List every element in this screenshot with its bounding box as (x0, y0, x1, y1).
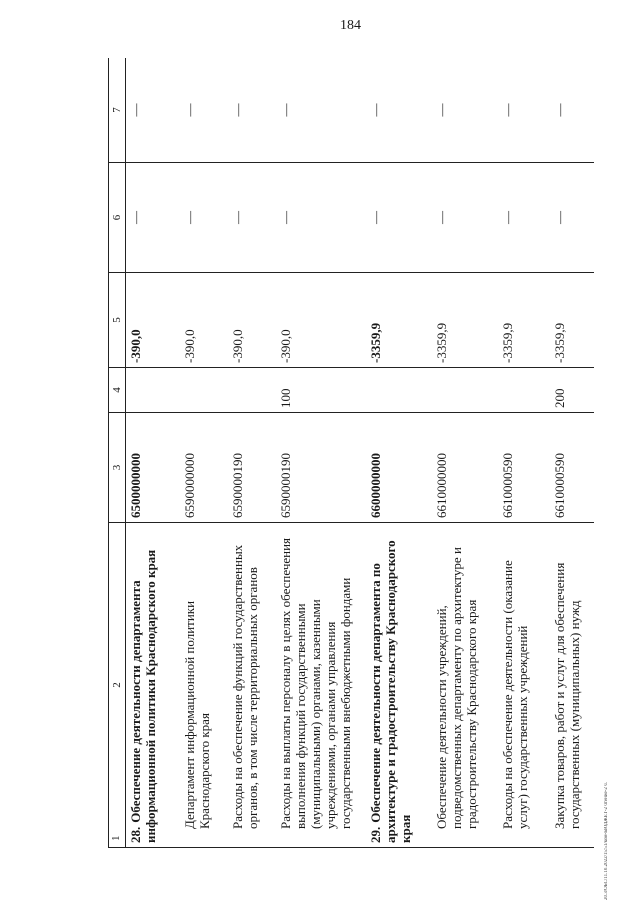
row-sum: -3359,9 (432, 273, 498, 368)
row-description (276, 523, 366, 848)
header-col-5: 5 (109, 273, 126, 368)
row-sum: -390,0 (126, 273, 180, 368)
row-col-7: — (126, 58, 180, 163)
row-code: 6610000000 (432, 413, 498, 523)
row-col-7: — (366, 58, 432, 163)
row-code: 6610000590 (498, 413, 550, 523)
row-expense-type (228, 368, 276, 413)
row-col-6: — (276, 163, 366, 273)
row-item-number: 28. (128, 826, 143, 843)
footer-code: 20.3/ОБС/11.10.2022/15:51/ком-БЮДЖЕТ-2 чтение-2 ч. (604, 782, 609, 900)
row-description (180, 523, 228, 848)
table-row (180, 58, 228, 848)
row-description-text: Обеспечение деятельности департамента информационной политики Краснодарского края (128, 549, 158, 843)
table-row (126, 58, 180, 848)
row-code: 6590000190 (228, 413, 276, 523)
budget-table (108, 58, 594, 848)
header-col-4: 4 (109, 368, 126, 413)
row-description-text: Закупка товаров, работ и услуг для обеспечения государственных (муниципальных) нужд (551, 562, 582, 829)
row-expense-type (126, 368, 180, 413)
row-expense-type (498, 368, 550, 413)
row-sum: -3359,9 (498, 273, 550, 368)
header-col-7: 7 (109, 58, 126, 163)
row-code: 6590000190 (276, 413, 366, 523)
row-col-6: — (126, 163, 180, 273)
row-col-7: — (228, 58, 276, 163)
table-header-row (109, 58, 126, 848)
table-row (366, 58, 432, 848)
row-expense-type: 100 (276, 368, 366, 413)
row-sum: -390,0 (180, 273, 228, 368)
row-expense-type (432, 368, 498, 413)
row-col-6: — (498, 163, 550, 273)
row-description (498, 523, 550, 848)
row-col-7: — (180, 58, 228, 163)
row-col-7: — (432, 58, 498, 163)
row-expense-type: 200 (550, 368, 595, 413)
row-sum: -390,0 (276, 273, 366, 368)
row-description (126, 523, 180, 848)
row-code: 6600000000 (366, 413, 432, 523)
header-col-1: 1 (110, 835, 122, 841)
row-description-text: Расходы на выплаты персоналу в целях обеспечения выполнения функций государственными (муниципальными) органами, казенными учреждениями, органами управления государственными внебюджетными фондами (277, 537, 353, 829)
row-code: 6590000000 (180, 413, 228, 523)
row-description (366, 523, 432, 848)
row-col-6: — (180, 163, 228, 273)
header-col-1-2 (109, 523, 126, 848)
row-code: 6610000590 (550, 413, 595, 523)
header-col-3: 3 (109, 413, 126, 523)
table-row (228, 58, 276, 848)
row-col-7: — (276, 58, 366, 163)
row-expense-type (366, 368, 432, 413)
row-description (228, 523, 276, 848)
row-sum: -3359,9 (550, 273, 595, 368)
row-description-text: Обеспечение деятельности учреждений, подведомственных департаменту по архитектуре и градостроительству Краснодарского края (433, 547, 479, 829)
row-description (550, 523, 595, 848)
page-number: 184 (340, 18, 361, 33)
table-row (550, 58, 595, 848)
row-col-6: — (366, 163, 432, 273)
row-col-7: — (498, 58, 550, 163)
row-description-text: Расходы на обеспечение функций государственных органов, в том числе территориальных органов (229, 544, 260, 829)
row-sum: -390,0 (228, 273, 276, 368)
row-col-6: — (550, 163, 595, 273)
header-col-2: 2 (111, 682, 123, 688)
row-description-text: Обеспечение деятельности департамента по архитектуре и градостроительству Краснодарского края (367, 540, 413, 843)
table-row (498, 58, 550, 848)
row-description-text: Департамент информационной политики Краснодарского края (181, 600, 212, 829)
row-col-7: — (550, 58, 595, 163)
rotated-table-container (108, 58, 594, 848)
document-table-area (108, 58, 594, 848)
row-code: 6500000000 (126, 413, 180, 523)
row-item-number: 29. (367, 826, 383, 843)
row-col-6: — (228, 163, 276, 273)
row-expense-type (180, 368, 228, 413)
table-row (276, 58, 366, 848)
row-description (432, 523, 498, 848)
header-col-6: 6 (109, 163, 126, 273)
row-description-text: Расходы на обеспечение деятельности (оказание услуг) государственных учреждений (499, 560, 530, 829)
row-col-6: — (432, 163, 498, 273)
table-row (432, 58, 498, 848)
row-sum: -3359,9 (366, 273, 432, 368)
